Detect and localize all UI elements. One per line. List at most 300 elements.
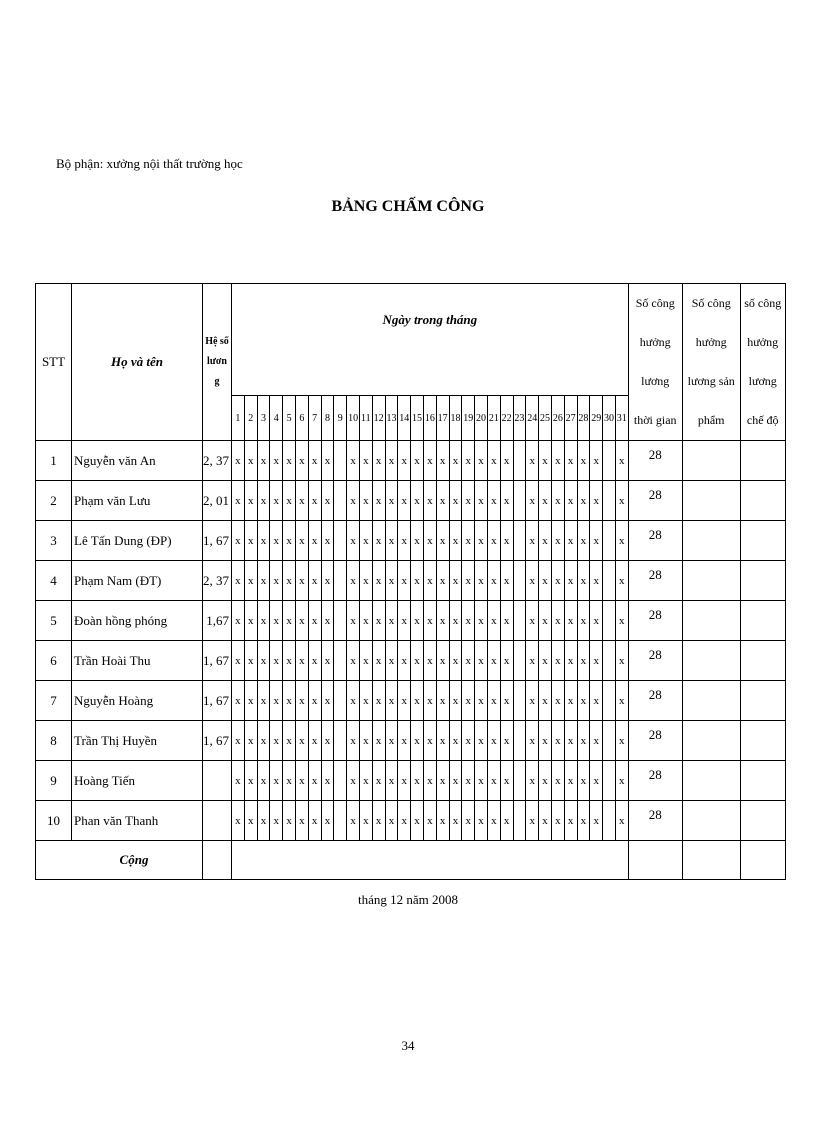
day-mark: x bbox=[398, 561, 411, 601]
day-number: 5 bbox=[283, 396, 296, 441]
day-mark: x bbox=[577, 761, 590, 801]
day-mark: x bbox=[321, 761, 334, 801]
day-mark: x bbox=[526, 721, 539, 761]
row-coef bbox=[203, 761, 232, 801]
day-mark: x bbox=[295, 761, 308, 801]
row-name: Phạm Nam (ĐT) bbox=[72, 561, 203, 601]
day-mark: x bbox=[551, 481, 564, 521]
day-mark: x bbox=[590, 561, 603, 601]
day-mark: x bbox=[590, 521, 603, 561]
day-mark: x bbox=[359, 761, 372, 801]
day-mark: x bbox=[411, 681, 424, 721]
day-mark: x bbox=[436, 441, 449, 481]
day-mark: x bbox=[232, 521, 245, 561]
day-mark: x bbox=[487, 521, 500, 561]
day-mark: x bbox=[295, 601, 308, 641]
header-line: hưởng bbox=[639, 335, 671, 349]
header-days: Ngày trong tháng bbox=[232, 284, 629, 396]
row-policy-days bbox=[740, 561, 785, 601]
day-mark: x bbox=[372, 801, 385, 841]
day-mark: x bbox=[347, 761, 360, 801]
day-mark: x bbox=[564, 441, 577, 481]
day-mark: x bbox=[321, 601, 334, 641]
day-mark: x bbox=[487, 801, 500, 841]
day-mark: x bbox=[551, 721, 564, 761]
row-time-days: 28 bbox=[628, 681, 682, 721]
row-coef: 2, 37 bbox=[203, 441, 232, 481]
day-mark: x bbox=[615, 601, 628, 641]
day-mark: x bbox=[232, 761, 245, 801]
day-mark: x bbox=[295, 481, 308, 521]
total-coef bbox=[203, 841, 232, 880]
total-policy bbox=[740, 841, 785, 880]
day-cell-empty bbox=[603, 521, 616, 561]
department-label: Bộ phận: xưởng nội thất trường học bbox=[56, 156, 243, 171]
day-mark: x bbox=[500, 441, 513, 481]
day-mark: x bbox=[411, 521, 424, 561]
day-mark: x bbox=[308, 521, 321, 561]
day-mark: x bbox=[615, 641, 628, 681]
day-number: 27 bbox=[564, 396, 577, 441]
day-mark: x bbox=[551, 681, 564, 721]
day-mark: x bbox=[436, 721, 449, 761]
day-mark: x bbox=[232, 601, 245, 641]
day-cell-empty bbox=[513, 681, 526, 721]
day-mark: x bbox=[487, 481, 500, 521]
day-mark: x bbox=[347, 561, 360, 601]
day-mark: x bbox=[295, 681, 308, 721]
day-mark: x bbox=[577, 801, 590, 841]
day-mark: x bbox=[270, 641, 283, 681]
day-mark: x bbox=[475, 481, 488, 521]
day-mark: x bbox=[462, 721, 475, 761]
day-mark: x bbox=[244, 441, 257, 481]
row-time-days: 28 bbox=[628, 601, 682, 641]
day-mark: x bbox=[423, 481, 436, 521]
header-line: phẩm bbox=[697, 413, 725, 427]
day-mark: x bbox=[551, 521, 564, 561]
day-mark: x bbox=[244, 601, 257, 641]
day-mark: x bbox=[232, 721, 245, 761]
row-stt: 10 bbox=[36, 801, 72, 841]
day-mark: x bbox=[398, 761, 411, 801]
day-number: 15 bbox=[411, 396, 424, 441]
row-product-days bbox=[682, 601, 740, 641]
day-number: 17 bbox=[436, 396, 449, 441]
day-cell-empty bbox=[513, 481, 526, 521]
day-mark: x bbox=[372, 761, 385, 801]
day-mark: x bbox=[590, 481, 603, 521]
day-number: 30 bbox=[603, 396, 616, 441]
day-mark: x bbox=[615, 801, 628, 841]
day-mark: x bbox=[590, 801, 603, 841]
row-time-days: 28 bbox=[628, 521, 682, 561]
day-mark: x bbox=[526, 801, 539, 841]
day-mark: x bbox=[244, 761, 257, 801]
day-mark: x bbox=[398, 681, 411, 721]
table-row bbox=[36, 481, 786, 521]
header-line: Số công bbox=[635, 296, 675, 310]
day-number: 20 bbox=[475, 396, 488, 441]
day-number: 2 bbox=[244, 396, 257, 441]
day-mark: x bbox=[308, 601, 321, 641]
day-mark: x bbox=[385, 441, 398, 481]
day-mark: x bbox=[423, 641, 436, 681]
header-line: Số công bbox=[691, 296, 731, 310]
day-mark: x bbox=[449, 561, 462, 601]
day-mark: x bbox=[551, 801, 564, 841]
day-mark: x bbox=[526, 601, 539, 641]
day-cell-empty bbox=[513, 561, 526, 601]
header-line: hưởng bbox=[695, 335, 727, 349]
day-mark: x bbox=[487, 441, 500, 481]
day-mark: x bbox=[257, 601, 270, 641]
day-mark: x bbox=[244, 521, 257, 561]
day-mark: x bbox=[347, 521, 360, 561]
day-mark: x bbox=[590, 681, 603, 721]
day-mark: x bbox=[244, 481, 257, 521]
table-row bbox=[36, 601, 786, 641]
day-cell-empty bbox=[603, 481, 616, 521]
day-mark: x bbox=[257, 441, 270, 481]
day-number: 9 bbox=[334, 396, 347, 441]
header-line: chế độ bbox=[746, 413, 779, 427]
page-number: 34 bbox=[401, 1038, 415, 1053]
day-mark: x bbox=[308, 561, 321, 601]
day-mark: x bbox=[321, 641, 334, 681]
day-mark: x bbox=[423, 521, 436, 561]
day-mark: x bbox=[551, 601, 564, 641]
day-mark: x bbox=[539, 601, 552, 641]
day-mark: x bbox=[551, 441, 564, 481]
day-mark: x bbox=[487, 601, 500, 641]
row-name: Hoàng Tiến bbox=[72, 761, 203, 801]
day-mark: x bbox=[551, 561, 564, 601]
day-mark: x bbox=[270, 521, 283, 561]
day-mark: x bbox=[436, 601, 449, 641]
day-mark: x bbox=[615, 481, 628, 521]
day-mark: x bbox=[462, 641, 475, 681]
day-mark: x bbox=[500, 561, 513, 601]
day-cell-empty bbox=[513, 761, 526, 801]
day-mark: x bbox=[270, 561, 283, 601]
header-line: lương sản bbox=[687, 374, 735, 388]
day-mark: x bbox=[359, 721, 372, 761]
row-policy-days bbox=[740, 521, 785, 561]
day-mark: x bbox=[411, 441, 424, 481]
day-mark: x bbox=[244, 561, 257, 601]
day-mark: x bbox=[577, 521, 590, 561]
day-mark: x bbox=[232, 441, 245, 481]
row-name: Trần Thị Huyền bbox=[72, 721, 203, 761]
day-number: 24 bbox=[526, 396, 539, 441]
day-mark: x bbox=[385, 601, 398, 641]
row-name: Nguyễn Hoàng bbox=[72, 681, 203, 721]
day-number: 8 bbox=[321, 396, 334, 441]
day-mark: x bbox=[232, 481, 245, 521]
day-mark: x bbox=[283, 601, 296, 641]
day-mark: x bbox=[462, 521, 475, 561]
day-mark: x bbox=[487, 681, 500, 721]
day-mark: x bbox=[283, 441, 296, 481]
row-time-days: 28 bbox=[628, 721, 682, 761]
day-number: 23 bbox=[513, 396, 526, 441]
day-mark: x bbox=[321, 801, 334, 841]
day-mark: x bbox=[359, 681, 372, 721]
day-number: 3 bbox=[257, 396, 270, 441]
day-mark: x bbox=[308, 441, 321, 481]
row-product-days bbox=[682, 721, 740, 761]
day-cell-empty bbox=[513, 601, 526, 641]
day-mark: x bbox=[423, 561, 436, 601]
day-mark: x bbox=[487, 721, 500, 761]
total-time bbox=[628, 841, 682, 880]
day-mark: x bbox=[411, 481, 424, 521]
day-mark: x bbox=[423, 601, 436, 641]
day-mark: x bbox=[347, 721, 360, 761]
day-cell-empty bbox=[513, 641, 526, 681]
day-mark: x bbox=[359, 441, 372, 481]
row-stt: 3 bbox=[36, 521, 72, 561]
day-mark: x bbox=[385, 761, 398, 801]
day-mark: x bbox=[539, 521, 552, 561]
day-mark: x bbox=[500, 601, 513, 641]
row-time-days: 28 bbox=[628, 561, 682, 601]
table-row bbox=[36, 681, 786, 721]
day-mark: x bbox=[449, 801, 462, 841]
day-mark: x bbox=[449, 721, 462, 761]
day-mark: x bbox=[283, 721, 296, 761]
day-mark: x bbox=[551, 761, 564, 801]
day-mark: x bbox=[539, 641, 552, 681]
day-mark: x bbox=[283, 681, 296, 721]
day-mark: x bbox=[244, 721, 257, 761]
day-mark: x bbox=[283, 521, 296, 561]
row-coef: 1, 67 bbox=[203, 641, 232, 681]
header-line: hưởng bbox=[747, 335, 779, 349]
day-mark: x bbox=[308, 481, 321, 521]
row-policy-days bbox=[740, 441, 785, 481]
day-number: 21 bbox=[487, 396, 500, 441]
day-cell-empty bbox=[334, 521, 347, 561]
day-cell-empty bbox=[513, 521, 526, 561]
row-stt: 6 bbox=[36, 641, 72, 681]
day-mark: x bbox=[411, 761, 424, 801]
day-mark: x bbox=[615, 441, 628, 481]
day-mark: x bbox=[385, 641, 398, 681]
day-mark: x bbox=[398, 441, 411, 481]
day-cell-empty bbox=[513, 441, 526, 481]
day-mark: x bbox=[347, 481, 360, 521]
header-line: g bbox=[214, 376, 220, 387]
day-mark: x bbox=[359, 561, 372, 601]
row-coef: 1, 67 bbox=[203, 521, 232, 561]
day-mark: x bbox=[423, 761, 436, 801]
day-mark: x bbox=[257, 761, 270, 801]
day-mark: x bbox=[295, 561, 308, 601]
day-cell-empty bbox=[603, 601, 616, 641]
row-coef bbox=[203, 801, 232, 841]
day-number: 18 bbox=[449, 396, 462, 441]
day-mark: x bbox=[295, 801, 308, 841]
day-mark: x bbox=[232, 801, 245, 841]
day-number: 26 bbox=[551, 396, 564, 441]
day-mark: x bbox=[359, 601, 372, 641]
day-mark: x bbox=[359, 801, 372, 841]
day-mark: x bbox=[423, 681, 436, 721]
day-mark: x bbox=[577, 481, 590, 521]
header-line: lương bbox=[641, 374, 670, 388]
day-mark: x bbox=[257, 521, 270, 561]
day-mark: x bbox=[449, 521, 462, 561]
day-mark: x bbox=[270, 481, 283, 521]
day-mark: x bbox=[283, 761, 296, 801]
day-mark: x bbox=[436, 481, 449, 521]
day-mark: x bbox=[398, 801, 411, 841]
day-mark: x bbox=[500, 481, 513, 521]
row-time-days: 28 bbox=[628, 801, 682, 841]
day-cell-empty bbox=[603, 441, 616, 481]
day-mark: x bbox=[283, 481, 296, 521]
day-mark: x bbox=[475, 761, 488, 801]
day-mark: x bbox=[244, 801, 257, 841]
day-mark: x bbox=[257, 681, 270, 721]
day-mark: x bbox=[564, 721, 577, 761]
day-number: 6 bbox=[295, 396, 308, 441]
day-mark: x bbox=[244, 641, 257, 681]
day-mark: x bbox=[475, 561, 488, 601]
day-mark: x bbox=[372, 641, 385, 681]
day-mark: x bbox=[372, 521, 385, 561]
day-mark: x bbox=[398, 641, 411, 681]
day-mark: x bbox=[398, 481, 411, 521]
day-mark: x bbox=[347, 441, 360, 481]
day-number: 11 bbox=[359, 396, 372, 441]
day-mark: x bbox=[232, 681, 245, 721]
day-mark: x bbox=[564, 801, 577, 841]
day-mark: x bbox=[577, 681, 590, 721]
day-mark: x bbox=[270, 681, 283, 721]
day-mark: x bbox=[487, 641, 500, 681]
day-mark: x bbox=[308, 681, 321, 721]
attendance-table bbox=[35, 283, 786, 880]
row-policy-days bbox=[740, 481, 785, 521]
day-mark: x bbox=[257, 481, 270, 521]
row-product-days bbox=[682, 681, 740, 721]
day-mark: x bbox=[359, 481, 372, 521]
day-mark: x bbox=[436, 801, 449, 841]
day-mark: x bbox=[372, 681, 385, 721]
day-mark: x bbox=[347, 801, 360, 841]
row-coef: 1,67 bbox=[203, 601, 232, 641]
row-product-days bbox=[682, 761, 740, 801]
row-name: Đoàn hồng phóng bbox=[72, 601, 203, 641]
day-cell-empty bbox=[334, 721, 347, 761]
day-mark: x bbox=[257, 561, 270, 601]
day-number: 29 bbox=[590, 396, 603, 441]
day-mark: x bbox=[270, 801, 283, 841]
day-mark: x bbox=[270, 761, 283, 801]
day-mark: x bbox=[475, 801, 488, 841]
day-mark: x bbox=[500, 801, 513, 841]
day-mark: x bbox=[475, 441, 488, 481]
day-mark: x bbox=[385, 721, 398, 761]
day-mark: x bbox=[347, 681, 360, 721]
day-number: 7 bbox=[308, 396, 321, 441]
day-mark: x bbox=[526, 641, 539, 681]
day-mark: x bbox=[449, 441, 462, 481]
day-mark: x bbox=[577, 721, 590, 761]
day-mark: x bbox=[577, 441, 590, 481]
day-mark: x bbox=[615, 521, 628, 561]
day-mark: x bbox=[385, 681, 398, 721]
day-mark: x bbox=[423, 441, 436, 481]
day-mark: x bbox=[436, 561, 449, 601]
row-stt: 4 bbox=[36, 561, 72, 601]
day-mark: x bbox=[270, 441, 283, 481]
day-mark: x bbox=[500, 681, 513, 721]
day-mark: x bbox=[462, 601, 475, 641]
day-mark: x bbox=[436, 681, 449, 721]
row-coef: 1, 67 bbox=[203, 721, 232, 761]
day-mark: x bbox=[564, 601, 577, 641]
day-mark: x bbox=[398, 721, 411, 761]
day-mark: x bbox=[539, 561, 552, 601]
day-mark: x bbox=[475, 681, 488, 721]
day-mark: x bbox=[590, 721, 603, 761]
row-stt: 1 bbox=[36, 441, 72, 481]
row-policy-days bbox=[740, 721, 785, 761]
day-number: 12 bbox=[372, 396, 385, 441]
header-line: số công bbox=[744, 296, 782, 310]
day-mark: x bbox=[449, 481, 462, 521]
day-mark: x bbox=[577, 561, 590, 601]
day-mark: x bbox=[295, 441, 308, 481]
day-mark: x bbox=[436, 761, 449, 801]
day-mark: x bbox=[372, 561, 385, 601]
row-coef: 1, 67 bbox=[203, 681, 232, 721]
header-coef bbox=[203, 284, 232, 441]
day-number: 25 bbox=[539, 396, 552, 441]
day-mark: x bbox=[590, 761, 603, 801]
day-mark: x bbox=[475, 601, 488, 641]
day-mark: x bbox=[539, 481, 552, 521]
table-row bbox=[36, 761, 786, 801]
day-mark: x bbox=[551, 641, 564, 681]
day-mark: x bbox=[500, 721, 513, 761]
row-time-days: 28 bbox=[628, 441, 682, 481]
day-mark: x bbox=[615, 721, 628, 761]
day-mark: x bbox=[500, 761, 513, 801]
day-number: 16 bbox=[423, 396, 436, 441]
day-number: 10 bbox=[347, 396, 360, 441]
day-cell-empty bbox=[603, 801, 616, 841]
day-mark: x bbox=[372, 481, 385, 521]
day-mark: x bbox=[564, 481, 577, 521]
day-mark: x bbox=[411, 601, 424, 641]
header-line: thời gian bbox=[633, 413, 677, 427]
day-cell-empty bbox=[334, 761, 347, 801]
row-name: Phan văn Thanh bbox=[72, 801, 203, 841]
row-product-days bbox=[682, 561, 740, 601]
day-cell-empty bbox=[513, 721, 526, 761]
day-mark: x bbox=[475, 521, 488, 561]
day-mark: x bbox=[321, 721, 334, 761]
day-mark: x bbox=[308, 761, 321, 801]
day-mark: x bbox=[449, 681, 462, 721]
day-cell-empty bbox=[334, 801, 347, 841]
row-policy-days bbox=[740, 601, 785, 641]
